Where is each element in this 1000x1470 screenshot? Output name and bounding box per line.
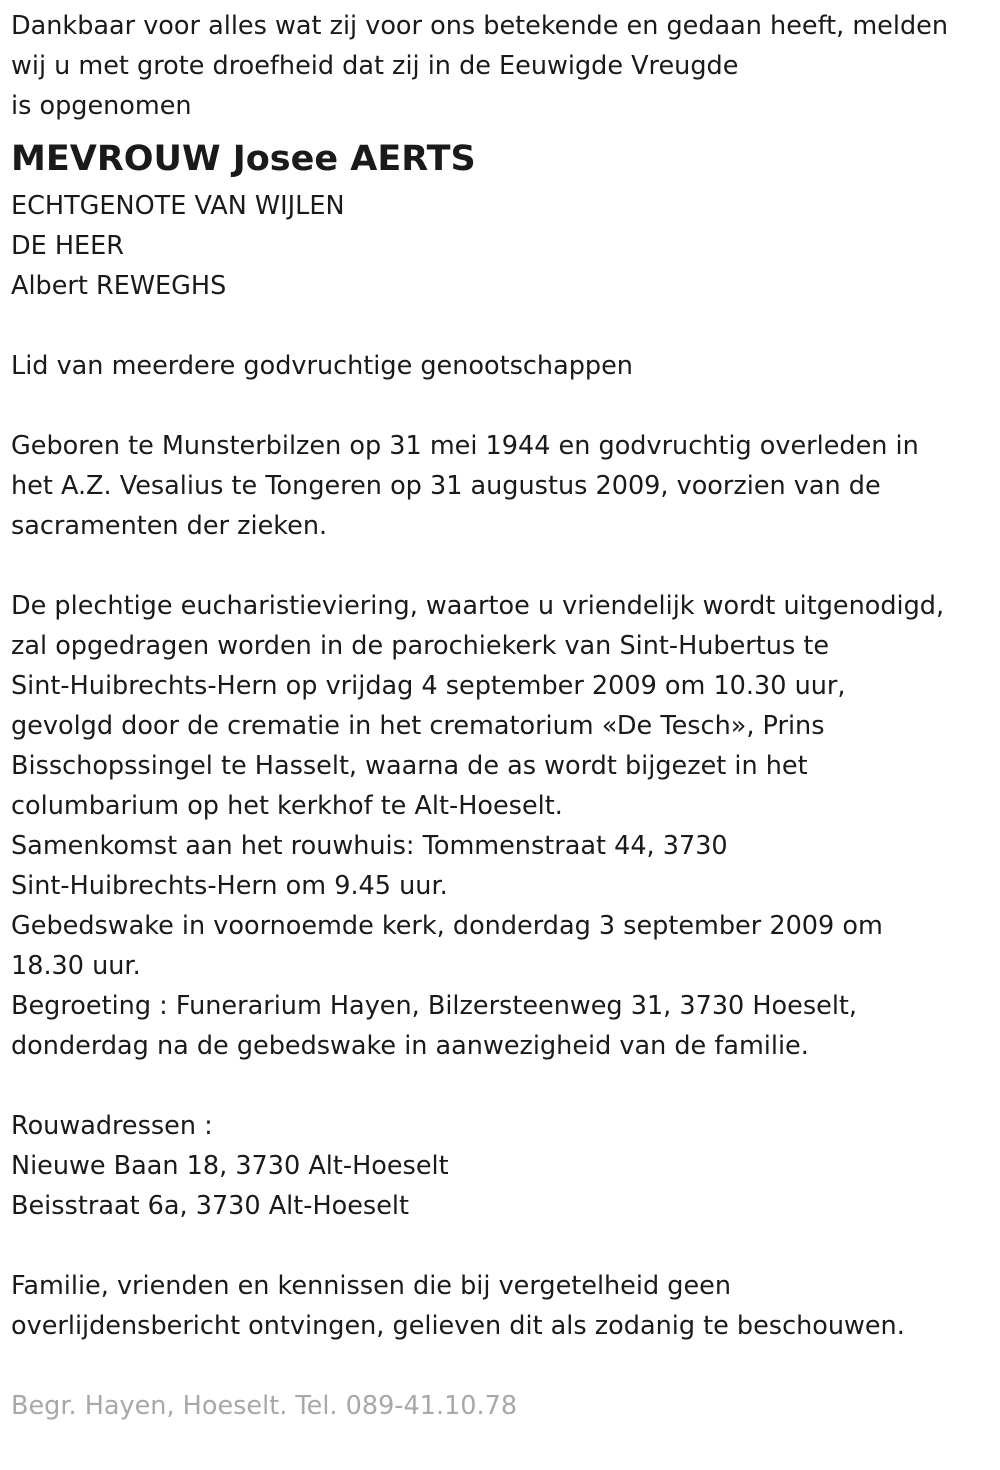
ceremony-line: Begroeting : Funerarium Hayen, Bilzersteenweg 31, 3730 Hoeselt,	[11, 991, 858, 1021]
spacer	[11, 306, 991, 346]
obituary-notice	[11, 6, 991, 1426]
intro-paragraph	[11, 6, 991, 126]
address-line: Nieuwe Baan 18, 3730 Alt-Hoeselt	[11, 1151, 449, 1181]
deceased-name: MEVROUW Josee AERTS	[11, 139, 476, 179]
ceremony-line: Samenkomst aan het rouwhuis: Tommenstraat 44, 3730	[11, 831, 728, 861]
spouse-block	[11, 186, 991, 306]
funeral-home-footer: Begr. Hayen, Hoeselt. Tel. 089-41.10.78	[11, 1391, 518, 1421]
birth-death-line: Geboren te Munsterbilzen op 31 mei 1944 en godvruchtig overleden in	[11, 431, 919, 461]
spouse-line: ECHTGENOTE VAN WIJLEN	[11, 191, 345, 221]
ceremony-line: zal opgedragen worden in de parochiekerk van Sint-Hubertus te	[11, 631, 830, 661]
ceremony-line: columbarium op het kerkhof te Alt-Hoeselt.	[11, 791, 563, 821]
birth-death-paragraph	[11, 426, 991, 546]
addresses-block	[11, 1106, 991, 1226]
ceremony-line: gevolgd door de crematie in het crematorium «De Tesch», Prins	[11, 711, 825, 741]
closing-paragraph	[11, 1266, 991, 1346]
spouse-line: Albert REWEGHS	[11, 271, 227, 301]
intro-line: Dankbaar voor alles wat zij voor ons betekende en gedaan heeft, melden	[11, 11, 948, 41]
spacer	[11, 386, 991, 426]
membership-line: Lid van meerdere godvruchtige genootschappen	[11, 351, 633, 381]
spacer	[11, 1066, 991, 1106]
intro-line: is opgenomen	[11, 91, 192, 121]
addresses-heading: Rouwadressen :	[11, 1111, 213, 1141]
ceremony-paragraph	[11, 586, 991, 1066]
ceremony-line: Sint-Huibrechts-Hern om 9.45 uur.	[11, 871, 448, 901]
ceremony-line: Gebedswake in voornoemde kerk, donderdag 3 september 2009 om	[11, 911, 883, 941]
closing-line: Familie, vrienden en kennissen die bij vergetelheid geen	[11, 1271, 731, 1301]
birth-death-line: het A.Z. Vesalius te Tongeren op 31 augustus 2009, voorzien van de	[11, 471, 881, 501]
spacer	[11, 1226, 991, 1266]
spacer	[11, 546, 991, 586]
closing-line: overlijdensbericht ontvingen, gelieven dit als zodanig te beschouwen.	[11, 1311, 905, 1341]
ceremony-line: Bisschopssingel te Hasselt, waarna de as wordt bijgezet in het	[11, 751, 808, 781]
intro-line: wij u met grote droefheid dat zij in de Eeuwigde Vreugde	[11, 51, 739, 81]
spacer	[11, 1346, 991, 1386]
address-line: Beisstraat 6a, 3730 Alt-Hoeselt	[11, 1191, 409, 1221]
ceremony-line: De plechtige eucharistieviering, waartoe u vriendelijk wordt uitgenodigd,	[11, 591, 945, 621]
spouse-line: DE HEER	[11, 231, 124, 261]
birth-death-line: sacramenten der zieken.	[11, 511, 328, 541]
ceremony-line: 18.30 uur.	[11, 951, 141, 981]
ceremony-line: Sint-Huibrechts-Hern op vrijdag 4 september 2009 om 10.30 uur,	[11, 671, 846, 701]
ceremony-line: donderdag na de gebedswake in aanwezigheid van de familie.	[11, 1031, 809, 1061]
